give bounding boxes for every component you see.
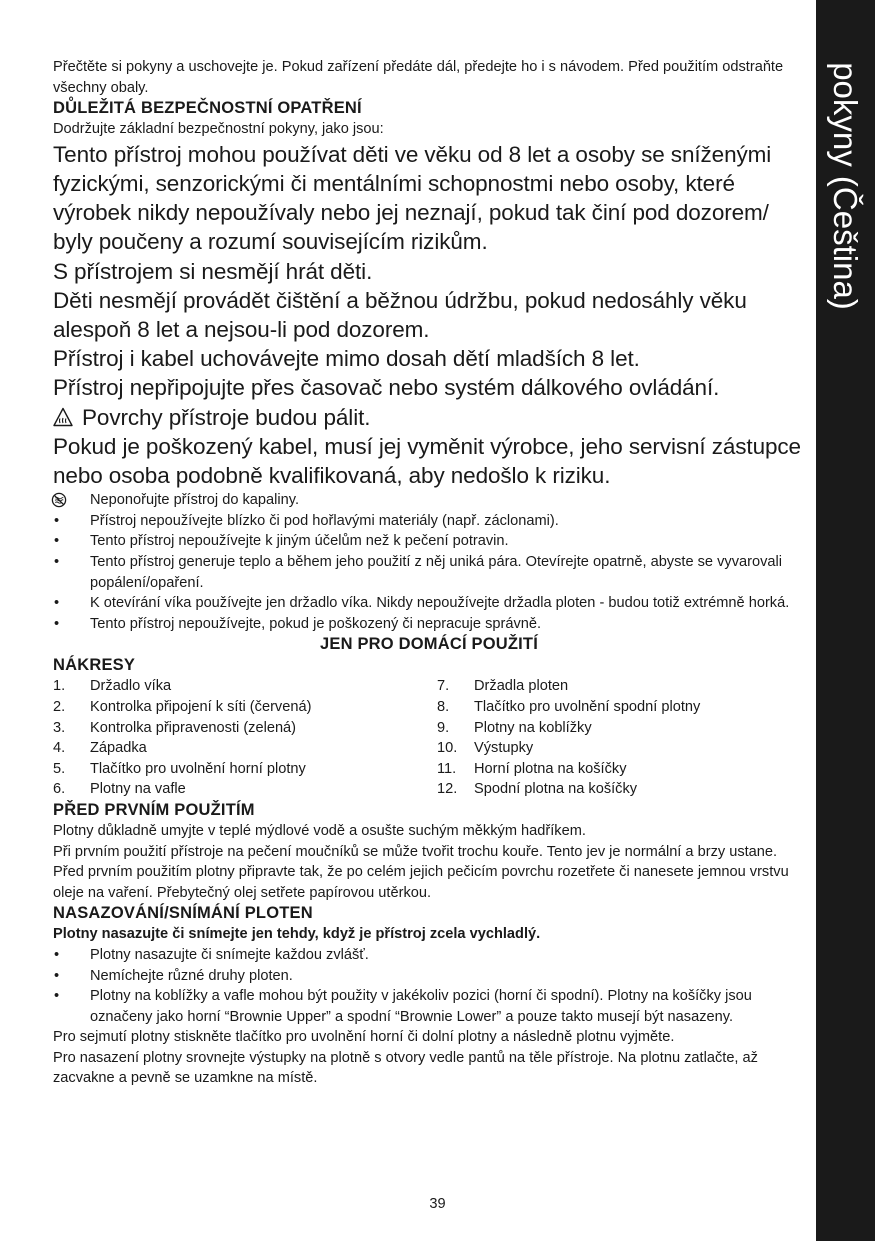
safety-paragraph: Přístroj nepřipojujte přes časovač nebo systém dálkového ovládání. xyxy=(53,375,720,401)
list-item xyxy=(53,738,437,759)
list-item xyxy=(53,986,805,1027)
list-item xyxy=(53,511,805,532)
safety-paragraph: S přístrojem si nesmějí hrát děti. xyxy=(53,258,373,284)
bullet: • xyxy=(54,946,60,963)
drawings-heading: NÁKRESY xyxy=(53,656,136,675)
list-item-text: Tento přístroj generuje teplo a během jeho použití z něj uniká pára. Otevírejte opatrně, abyste se vyvarovali popálení/opaření. xyxy=(90,554,782,591)
list-item-text: Přístroj nepoužívejte blízko či pod hořlavými materiály (např. záclonami). xyxy=(90,512,559,529)
list-item xyxy=(437,718,805,739)
item-label: Kontrolka připravenosti (zelená) xyxy=(90,719,297,736)
safety-paragraph: Děti nesmějí provádět čištění a běžnou údržbu, pokud nedosáhly věku alespoň 8 let a nejsou-li pod dozorem. xyxy=(53,287,747,342)
item-number: 7. xyxy=(437,678,450,695)
list-item-text: Neponořujte přístroj do kapaliny. xyxy=(90,492,300,509)
item-label: Výstupky xyxy=(474,740,534,757)
item-number: 6. xyxy=(53,781,66,798)
list-item xyxy=(53,490,805,511)
list-item-text: K otevírání víka používejte jen držadlo víka. Nikdy nepoužívejte držadla ploten - budou totiž extrémně horká. xyxy=(90,595,790,612)
plates-bold-note: Plotny nasazujte či snímejte jen tehdy, když je přístroj zcela vychladlý. xyxy=(53,926,541,943)
list-item xyxy=(53,676,437,697)
cable-warning: Pokud je poškozený kabel, musí jej vyměnit výrobce, jeho servisní zástupce nebo osoba podobně kvalifikovaná, aby nedošlo k riziku. xyxy=(53,433,801,489)
list-item xyxy=(53,593,805,614)
list-item-text: Plotny na koblížky a vafle mohou být použity v jakékoliv pozici (horní či spodní). Plotny na košíčky jsou označeny jako horní “Brownie Upper” a spodní “Brownie Lower” a pouze takto musejí být nasazeny. xyxy=(90,988,752,1025)
bullet: • xyxy=(54,554,60,570)
first-use-heading: PŘED PRVNÍM POUŽITÍM xyxy=(53,800,255,819)
bullet: • xyxy=(54,967,60,984)
item-number: 4. xyxy=(53,740,66,757)
list-item xyxy=(53,966,805,987)
plates-paragraph: Pro sejmutí plotny stiskněte tlačítko pro uvolnění horní či dolní plotny a následně plotnu vyjměte. xyxy=(53,1029,675,1046)
list-item-text: Nemíchejte různé druhy ploten. xyxy=(90,967,293,984)
list-item xyxy=(53,759,437,780)
list-item xyxy=(53,614,805,635)
safety-paragraph: Přístroj i kabel uchovávejte mimo dosah dětí mladších 8 let. xyxy=(53,346,640,372)
bullet: • xyxy=(54,988,60,1005)
list-item xyxy=(437,759,805,780)
safety-bullet-list xyxy=(53,490,805,634)
item-number: 10. xyxy=(437,740,458,757)
first-use-paragraph: Při prvním použití přístroje na pečení moučníků se může tvořit trochu kouře. Tento jev je normální a brzy ustane. xyxy=(53,843,778,860)
item-label: Tlačítko pro uvolnění spodní plotny xyxy=(474,698,701,715)
plates-bullet-list xyxy=(53,945,805,1027)
first-use-paragraph: Před prvním použitím plotny připravte tak, že po celém jejich pečicím povrchu rozetřete či nanesete jemnou vrstvu oleje na vaření. Přebytečný olej setřete papírovou utěrkou. xyxy=(53,864,789,901)
item-number: 2. xyxy=(53,698,66,715)
bullet: • xyxy=(54,512,60,529)
item-number: 11. xyxy=(437,760,457,777)
list-item xyxy=(437,738,805,759)
item-label: Plotny na vafle xyxy=(90,781,186,798)
safety-paragraph: Tento přístroj mohou používat děti ve věku od 8 let a osoby se sníženými fyzickými, senzorickými či mentálními schopnostmi nebo osoby, které výrobek nikdy nepoužívaly nebo jej neznají, pokud tak činí pod dozorem/ byly poučeny a rozumí souvisejícím rizikům. xyxy=(53,141,772,255)
item-number: 12. xyxy=(437,781,458,798)
household-use-only: JEN PRO DOMÁCÍ POUŽITÍ xyxy=(320,635,538,654)
bullet: • xyxy=(54,595,60,612)
list-item-text: Tento přístroj nepoužívejte k jiným účelům než k pečení potravin. xyxy=(90,533,509,550)
item-number: 8. xyxy=(437,698,450,715)
item-number: 9. xyxy=(437,719,450,736)
hot-surface-warning-icon xyxy=(53,407,73,427)
list-item xyxy=(53,697,437,718)
list-item-text: Plotny nasazujte či snímejte každou zvlášť. xyxy=(90,946,369,963)
hot-surface-warning-text: Povrchy přístroje budou pálit. xyxy=(82,404,371,430)
drawings-list xyxy=(53,676,805,800)
plates-heading: NASAZOVÁNÍ/SNÍMÁNÍ PLOTEN xyxy=(53,904,313,923)
list-item xyxy=(53,552,805,593)
item-label: Kontrolka připojení k síti (červená) xyxy=(90,698,312,715)
language-tab-label: pokyny (Čeština) xyxy=(827,62,864,310)
item-label: Držadlo víka xyxy=(90,678,172,695)
list-item xyxy=(437,779,805,800)
safety-subheading: Dodržujte základní bezpečnostní pokyny, jako jsou: xyxy=(53,121,384,138)
drawings-right-column xyxy=(437,676,805,800)
item-number: 3. xyxy=(53,719,66,736)
page-content xyxy=(53,57,805,1089)
plates-paragraph: Pro nasazení plotny srovnejte výstupky na plotně s otvory vedle pantů na těle přístroje. Na plotnu zatlačte, až zacvakne a pevně se uzamkne na místě. xyxy=(53,1049,758,1087)
item-label: Plotny na koblížky xyxy=(474,719,592,736)
item-number: 1. xyxy=(53,678,66,695)
item-label: Držadla ploten xyxy=(474,678,569,695)
bullet: • xyxy=(54,533,60,550)
do-not-immerse-icon xyxy=(51,492,67,508)
item-label: Tlačítko pro uvolnění horní plotny xyxy=(90,760,306,777)
item-label: Spodní plotna na košíčky xyxy=(474,781,638,798)
list-item xyxy=(53,531,805,552)
list-item-text: Tento přístroj nepoužívejte, pokud je poškozený či nepracuje správně. xyxy=(90,615,542,632)
safety-heading: DŮLEŽITÁ BEZPEČNOSTNÍ OPATŘENÍ xyxy=(53,99,362,118)
list-item xyxy=(53,718,437,739)
item-label: Horní plotna na košíčky xyxy=(474,760,627,777)
safety-large-text xyxy=(53,140,805,490)
intro-text: Přečtěte si pokyny a uschovejte je. Pokud zařízení předáte dál, předejte ho i s návodem. Před použitím odstraňte všechny obaly. xyxy=(53,59,784,96)
first-use-paragraph: Plotny důkladně umyjte v teplé mýdlové vodě a osušte suchým měkkým hadříkem. xyxy=(53,822,586,839)
list-item xyxy=(437,697,805,718)
item-number: 5. xyxy=(53,760,66,777)
page-number: 39 xyxy=(429,1196,446,1212)
list-item xyxy=(437,676,805,697)
item-label: Západka xyxy=(90,740,147,757)
list-item xyxy=(53,945,805,966)
drawings-left-column xyxy=(53,676,437,800)
list-item xyxy=(53,779,437,800)
hot-surface-warning xyxy=(53,403,805,432)
bullet: • xyxy=(54,615,60,632)
